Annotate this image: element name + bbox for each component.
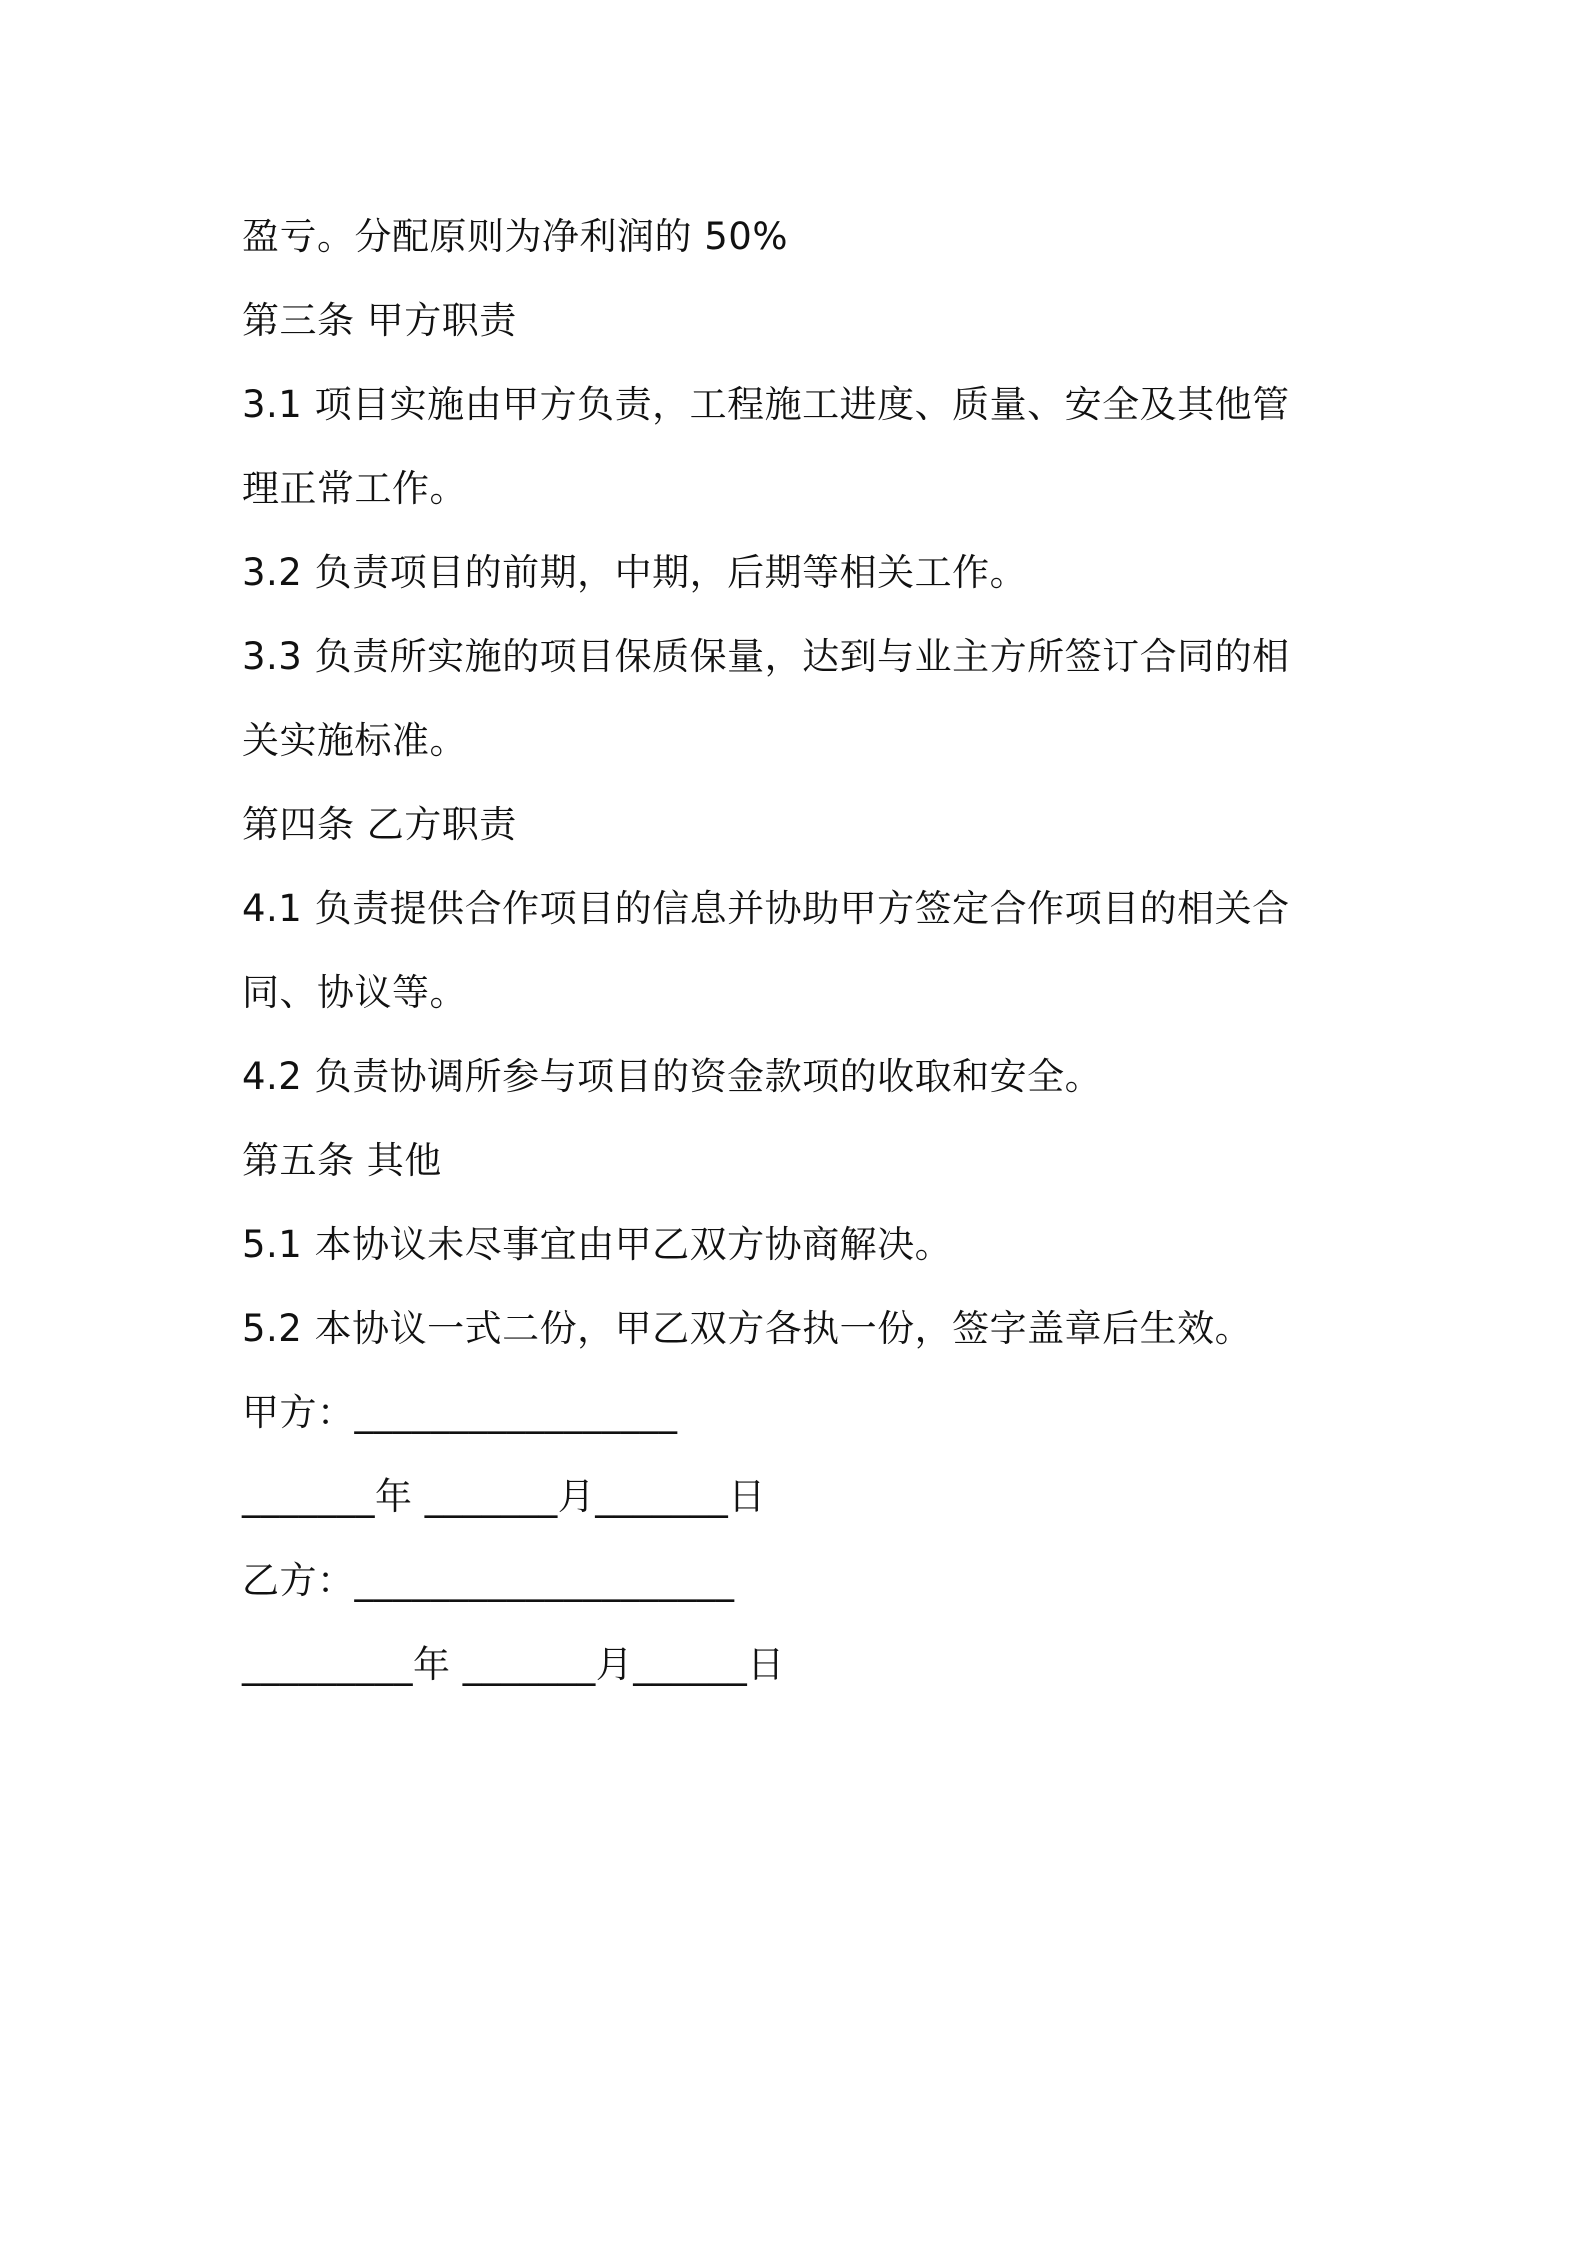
text-line: 3.3 负责所实施的项目保质保量，达到与业主方所签订合同的相 [242, 635, 1290, 678]
section-heading: 第三条 甲方职责 [242, 299, 517, 342]
section-heading: 第五条 其他 [242, 1139, 442, 1182]
text-line: 5.2 本协议一式二份，甲乙双方各执一份，签字盖章后生效。 [242, 1307, 1253, 1350]
text-line: 5.1 本协议未尽事宜由甲乙双方协商解决。 [242, 1223, 953, 1266]
text-line: 关实施标准。 [242, 719, 467, 762]
text-line: 盈亏。分配原则为净利润的 50% [242, 215, 788, 258]
section-heading: 第四条 乙方职责 [242, 803, 517, 846]
text-line: 4.2 负责协调所参与项目的资金款项的收取和安全。 [242, 1055, 1103, 1098]
text-line: 4.1 负责提供合作项目的信息并协助甲方签定合作项目的相关合 [242, 887, 1290, 930]
text-line: 理正常工作。 [242, 467, 467, 510]
document-body [242, 195, 1362, 1707]
signature-line-party-b: 乙方：____________________ [242, 1559, 735, 1602]
date-line-party-a: _______年 _______月_______日 [242, 1475, 766, 1518]
text-line: 同、协议等。 [242, 971, 467, 1014]
text-line: 3.1 项目实施由甲方负责，工程施工进度、质量、安全及其他管 [242, 383, 1290, 426]
date-line-party-b: _________年 _______月______日 [242, 1643, 785, 1686]
signature-line-party-a: 甲方：_________________ [242, 1391, 678, 1434]
text-line: 3.2 负责项目的前期，中期，后期等相关工作。 [242, 551, 1028, 594]
